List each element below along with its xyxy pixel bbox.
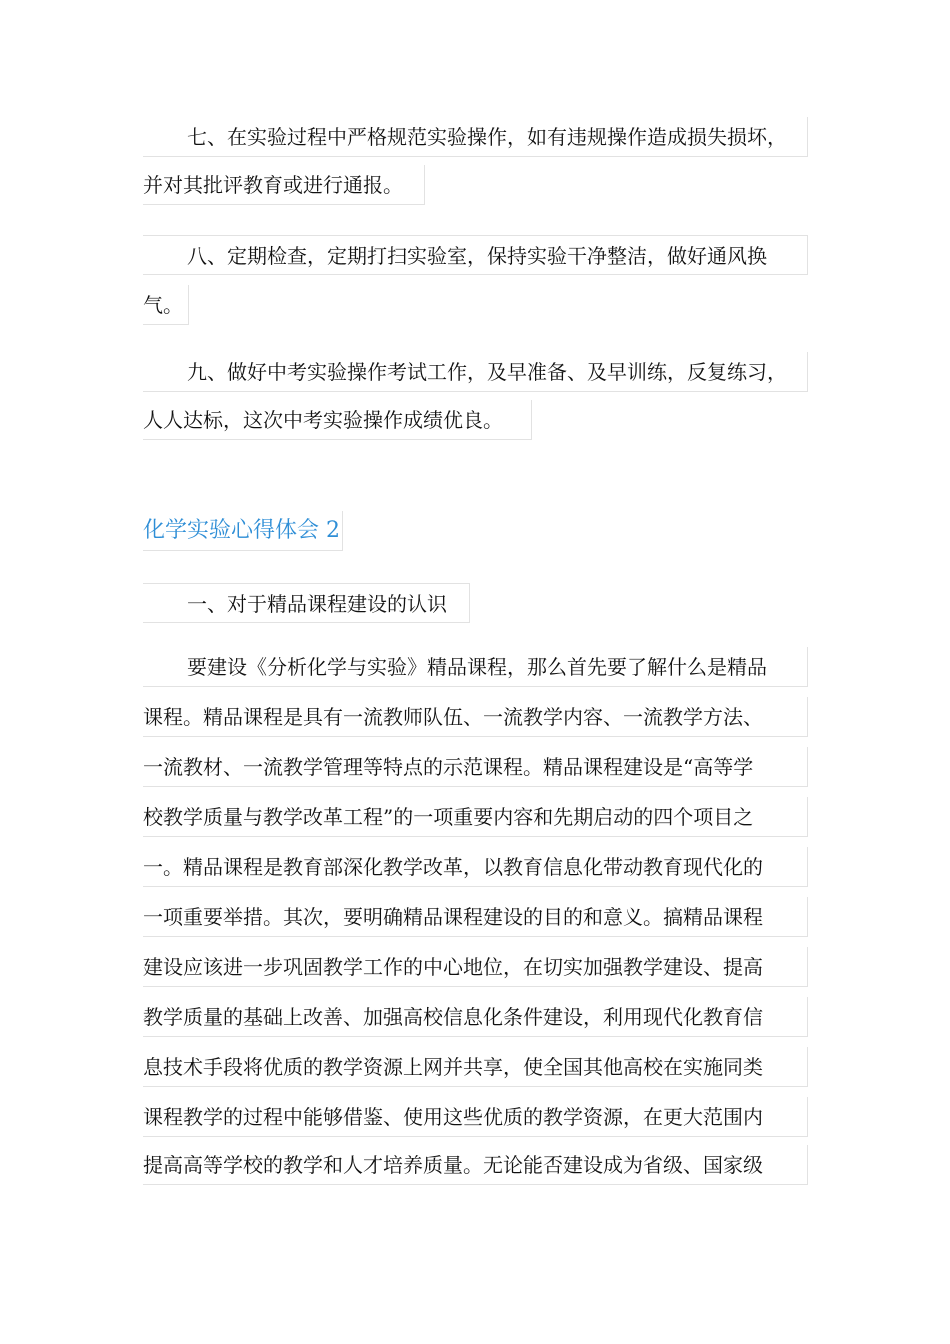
body-line: 息技术手段将优质的教学资源上网并共享，使全国其他高校在实施同类 xyxy=(143,1047,808,1087)
body-line: 提高高等学校的教学和人才培养质量。无论能否建设成为省级、国家级 xyxy=(143,1145,808,1185)
paragraph-8-line-1: 八、定期检查，定期打扫实验室，保持实验干净整洁，做好通风换 xyxy=(143,235,808,275)
paragraph-7-line-2: 并对其批评教育或进行通报。 xyxy=(143,165,425,205)
body-line: 课程教学的过程中能够借鉴、使用这些优质的教学资源，在更大范围内 xyxy=(143,1097,808,1137)
section-heading: 化学实验心得体会 2 xyxy=(143,511,343,551)
paragraph-9-line-2: 人人达标，这次中考实验操作成绩优良。 xyxy=(143,400,532,440)
body-line: 课程。精品课程是具有一流教师队伍、一流教学内容、一流教学方法、 xyxy=(143,697,808,737)
subheading: 一、对于精品课程建设的认识 xyxy=(143,583,470,623)
body-line: 要建设《分析化学与实验》精品课程，那么首先要了解什么是精品 xyxy=(143,647,808,687)
body-line: 一流教材、一流教学管理等特点的示范课程。精品课程建设是“高等学 xyxy=(143,747,808,787)
body-line: 一项重要举措。其次，要明确精品课程建设的目的和意义。搞精品课程 xyxy=(143,897,808,937)
body-line: 校教学质量与教学改革工程”的一项重要内容和先期启动的四个项目之 xyxy=(143,797,808,837)
body-line: 教学质量的基础上改善、加强高校信息化条件建设，利用现代化教育信 xyxy=(143,997,808,1037)
paragraph-7-line-1: 七、在实验过程中严格规范实验操作，如有违规操作造成损失损坏， xyxy=(143,117,808,157)
body-line: 一。精品课程是教育部深化教学改革，以教育信息化带动教育现代化的 xyxy=(143,847,808,887)
paragraph-8-line-2: 气。 xyxy=(143,285,189,325)
paragraph-9-line-1: 九、做好中考实验操作考试工作，及早准备、及早训练，反复练习， xyxy=(143,352,808,392)
body-line: 建设应该进一步巩固教学工作的中心地位，在切实加强教学建设、提高 xyxy=(143,947,808,987)
